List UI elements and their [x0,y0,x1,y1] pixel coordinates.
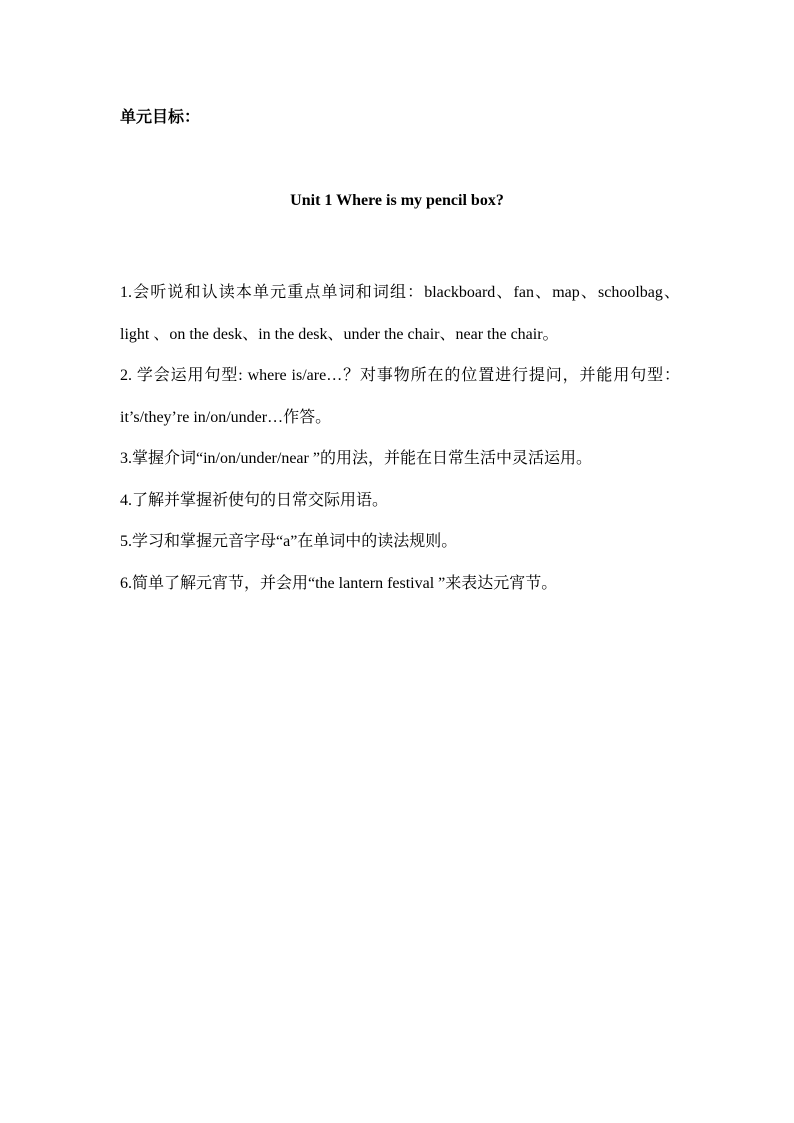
goal-item: 6.简单了解元宵节，并会用“the lantern festival ”来表达元宵节。 [120,574,558,592]
section-heading: 单元目标： [120,109,201,126]
goal-item: 1.会听说和认读本单元重点单词和词组：blackboard、fan、map、schoolbag、light 、on the desk、in the desk、under the chair、near the chair。 [120,284,680,343]
goals-list [120,272,680,604]
goal-item: 5.学习和掌握元音字母“a”在单词中的读法规则。 [120,533,458,550]
goal-item: 2. 学会运用句型: where is/are…？对事物所在的位置进行提问，并能用句型：it’s/they’re in/on/under…作答。 [120,367,680,426]
unit-title: Unit 1 Where is my pencil box? [290,192,504,209]
goal-item: 4.了解并掌握祈使句的日常交际用语。 [120,491,389,509]
goal-item: 3.掌握介词“in/on/under/near ”的用法，并能在日常生活中灵活运用。 [120,450,592,467]
